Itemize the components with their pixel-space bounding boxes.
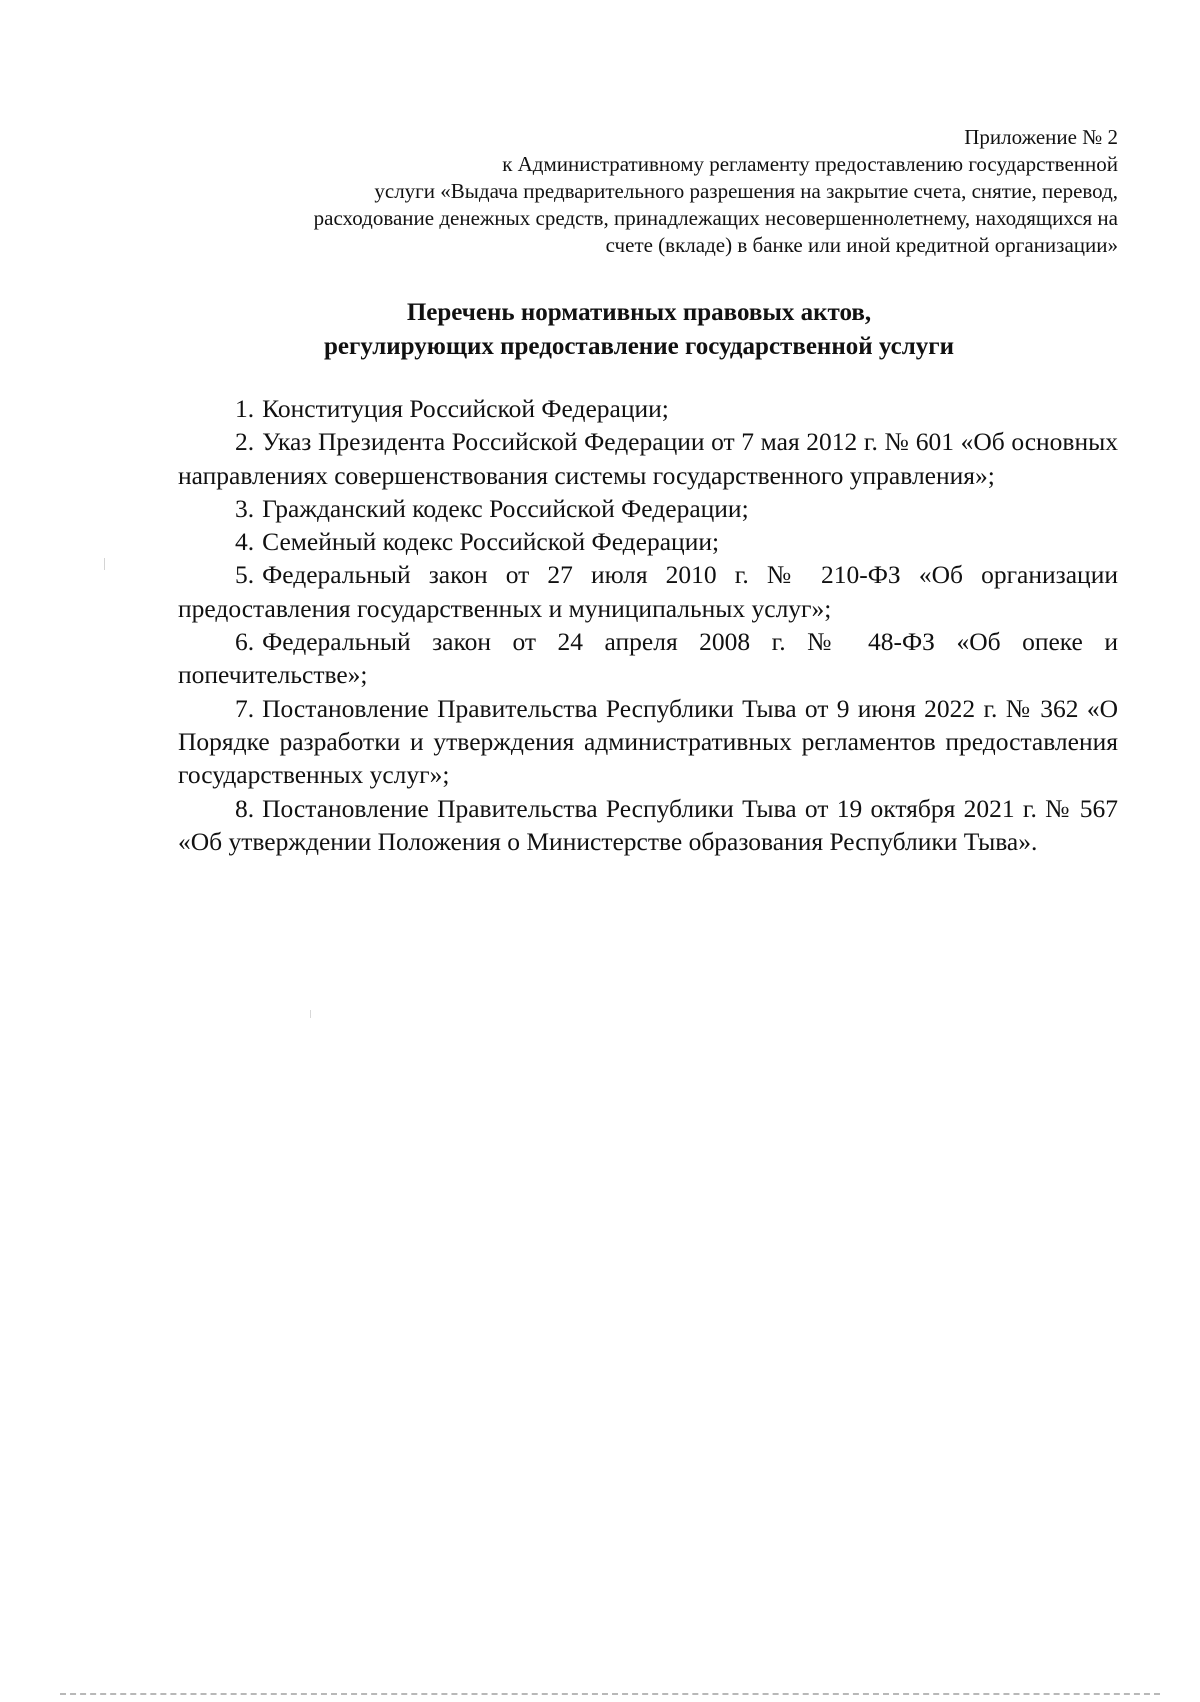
list-item — [178, 425, 1118, 492]
item-text: Постановление Правительства Республики Тыва от 9 июня 2022 г. № 362 «О Порядке разработки и утверждения административных регламентов предоставления государственных услуг»; — [178, 693, 1118, 790]
list-item — [178, 558, 1118, 625]
scan-artifact — [104, 558, 105, 570]
item-text: Постановление Правительства Республики Тыва от 19 октября 2021 г. № 567 «Об утверждении Положения о Министерстве образования Республики Тыва». — [178, 793, 1118, 856]
item-text: Федеральный закон от 27 июля 2010 г. № 210-ФЗ «Об организации предоставления государственных и муниципальных услуг»; — [178, 560, 1118, 623]
item-number: 1. — [235, 394, 255, 423]
scan-artifact — [310, 1010, 311, 1018]
item-text: Гражданский кодекс Российской Федерации; — [262, 493, 749, 523]
item-text: Указ Президента Российской Федерации от 7 мая 2012 г. № 601 «Об основных направлениях совершенствования системы государственного управления»; — [178, 427, 1118, 490]
appendix-header — [160, 124, 1118, 259]
appendix-number: Приложение № 2 — [964, 125, 1118, 149]
item-number: 8. — [235, 793, 255, 823]
legal-acts-list — [178, 392, 1118, 858]
list-item — [178, 492, 1118, 525]
list-item — [178, 792, 1118, 859]
item-number: 3. — [235, 493, 255, 523]
title-line-1: Перечень нормативных правовых актов, — [406, 299, 872, 326]
item-text: Семейный кодекс Российской Федерации; — [262, 527, 720, 557]
appendix-reference-line: к Административному регламенту предоставлению государственной — [502, 152, 1118, 176]
appendix-reference-line: расходование денежных средств, принадлежащих несовершеннолетнему, находящихся на — [313, 206, 1118, 230]
item-number: 2. — [235, 427, 255, 457]
item-number: 6. — [235, 627, 255, 657]
document-title — [160, 296, 1118, 364]
item-number: 7. — [235, 693, 255, 723]
title-line-2: регулирующих предоставление государственной услуги — [324, 333, 954, 360]
appendix-reference-line: счете (вкладе) в банке или иной кредитной организации» — [605, 233, 1118, 257]
item-text: Конституция Российской Федерации; — [262, 394, 669, 423]
item-number: 5. — [235, 560, 255, 590]
item-text: Федеральный закон от 24 апреля 2008 г. № 48-ФЗ «Об опеке и попечительстве»; — [178, 627, 1118, 690]
list-item — [178, 392, 1118, 425]
item-number: 4. — [235, 527, 255, 557]
scan-bottom-edge — [60, 1693, 1160, 1695]
list-item — [178, 525, 1118, 558]
list-item — [178, 625, 1118, 692]
list-item — [178, 692, 1118, 792]
appendix-reference-line: услуги «Выдача предварительного разрешения на закрытие счета, снятие, перевод, — [374, 179, 1118, 203]
